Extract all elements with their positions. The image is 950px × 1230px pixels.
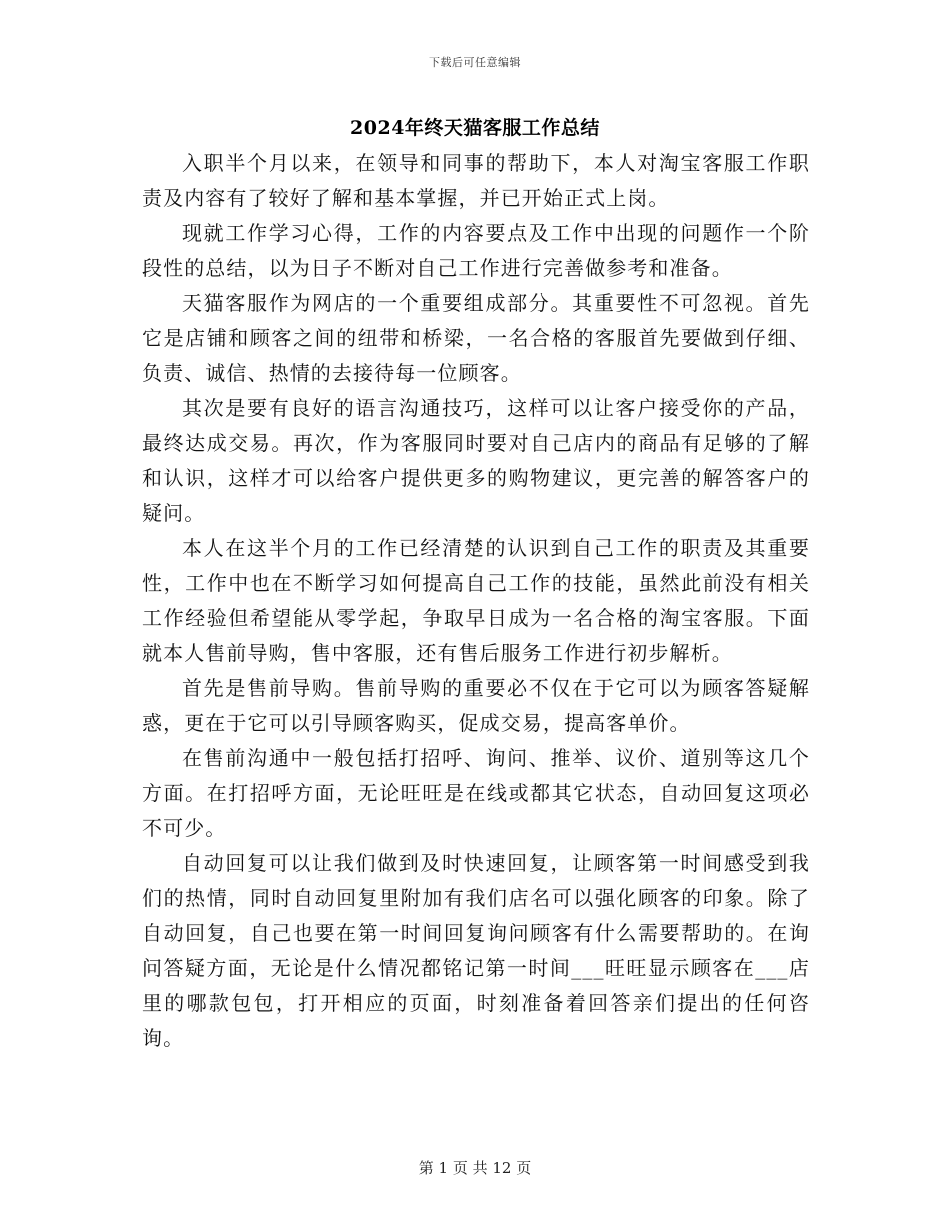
page-number: 第 1 页 共 12 页 <box>418 1159 532 1177</box>
paragraph: 现就工作学习心得，工作的内容要点及工作中出现的问题作一个阶段性的总结，以为日子不断对自己工作进行完善做参考和准备。 <box>142 221 810 280</box>
header-note: 下载后可任意编辑 <box>429 56 521 69</box>
document-body <box>142 146 810 1056</box>
paragraph: 本人在这半个月的工作已经清楚的认识到自己工作的职责及其重要性，工作中也在不断学习如何提高自己工作的技能，虽然此前没有相关工作经验但希望能从零学起，争取早日成为一名合格的淘宝客服。下面就本人售前导购，售中客服，还有售后服务工作进行初步解析。 <box>142 536 810 665</box>
paragraph: 其次是要有良好的语言沟通技巧，这样可以让客户接受你的产品，最终达成交易。再次，作为客服同时要对自己店内的商品有足够的了解和认识，这样才可以给客户提供更多的购物建议，更完善的解答客户的疑问。 <box>142 396 810 525</box>
paragraph: 首先是售前导购。售前导购的重要必不仅在于它可以为顾客答疑解惑，更在于它可以引导顾客购买，促成交易，提高客单价。 <box>142 676 810 735</box>
paragraph: 在售前沟通中一般包括打招呼、询问、推举、议价、道别等这几个方面。在打招呼方面，无论旺旺是在线或都其它状态，自动回复这项必不可少。 <box>142 746 810 840</box>
paragraph: 入职半个月以来，在领导和同事的帮助下，本人对淘宝客服工作职责及内容有了较好了解和基本掌握，并已开始正式上岗。 <box>142 151 810 210</box>
paragraph: 天猫客服作为网店的一个重要组成部分。其重要性不可忽视。首先它是店铺和顾客之间的纽带和桥梁，一名合格的客服首先要做到仔细、负责、诚信、热情的去接待每一位顾客。 <box>142 291 810 385</box>
paragraph: 自动回复可以让我们做到及时快速回复，让顾客第一时间感受到我们的热情，同时自动回复里附加有我们店名可以强化顾客的印象。除了自动回复，自己也要在第一时间回复询问顾客有什么需要帮助的。在询问答疑方面，无论是什么情况都铭记第一时间___旺旺显示顾客在___店里的哪款包包，打开相应的页面，时刻准备着回答亲们提出的任何咨询。 <box>142 851 810 1050</box>
document-title: 2024年终天猫客服工作总结 <box>350 117 600 139</box>
